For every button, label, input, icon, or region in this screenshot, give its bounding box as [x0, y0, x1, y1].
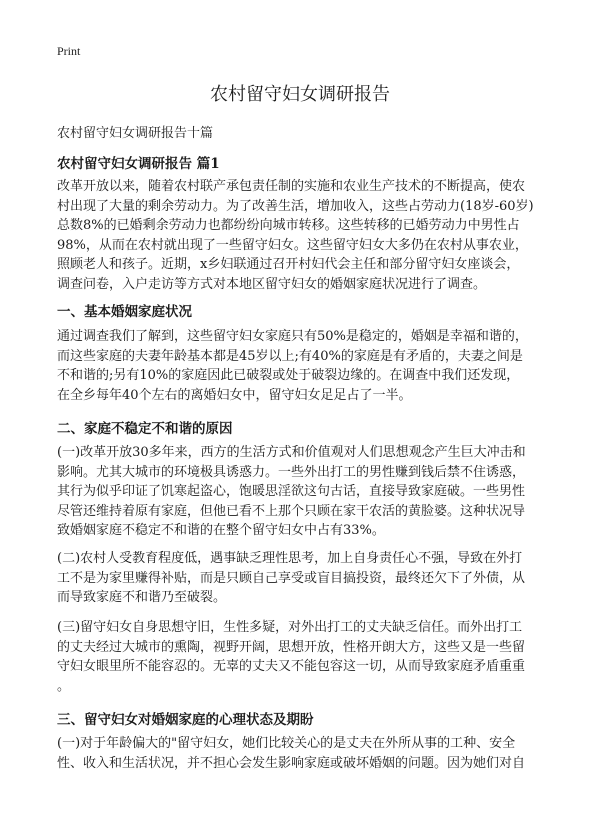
section-heading: 二、家庭不稳定不和谐的原因 [57, 421, 233, 437]
section2-paragraph-3 [57, 618, 547, 696]
paragraph-line: 其行为似乎印证了饥寒起盗心，饱暖思淫欲这句古话，直接导致家庭破。一些男性 [57, 484, 526, 499]
section-heading: 一、基本婚姻家庭状况 [57, 304, 192, 320]
paragraph-line: 不和谐的;另有10%的家庭因此已破裂或处于破裂边缘的。在调查中我们还发现， [57, 368, 520, 383]
paragraph-line: 致婚姻家庭不稳定不和谐的在整个留守妇女中占有33%。 [57, 523, 385, 538]
section2-paragraph-2 [57, 549, 547, 608]
paragraph-line: 调查问卷，入户走访等方式对本地区留守妇女的婚姻家庭状况进行了调查。 [57, 276, 487, 292]
paragraph-line: 守妇女眼里所不能容忍的。无辜的丈夫又不能包容这一切，从而导致家庭矛盾重重 [57, 659, 526, 674]
document-title: 农村留守妇女调研报告 [210, 84, 390, 105]
paragraph-line: (二)农村人受教育程度低，遇事缺乏理性思考，加上自身责任心不强，导致在外打 [57, 551, 523, 566]
paragraph-line: 村出现了大量的剩余劳动力。为了改善生活，增加收入，这些占劳动力(18岁-60岁) [57, 198, 534, 214]
paragraph-line: 。 [57, 678, 71, 694]
paragraph-line: 改革开放以来，随着农村联产承包责任制的实施和农业生产技术的不断提高，使农 [57, 179, 526, 194]
paragraph-line: 工不是为家里赚得补贴，而是只顾自己享受或盲目搞投资，最终还欠下了外债，从 [57, 570, 526, 586]
intro-paragraph [57, 177, 547, 294]
paragraph-line: 总数8%的已婚剩余劳动力也都纷纷向城市转移。这些转移的已婚劳动力中男性占 [57, 218, 520, 233]
article-heading: 农村留守妇女调研报告 篇1 [57, 156, 220, 172]
document-subtitle: 农村留守妇女调研报告十篇 [57, 126, 214, 141]
paragraph-line: 性、收入和生活状况，并不担心会发生影响家庭或破坏婚姻的问题。因为她们对自 [57, 755, 526, 771]
paragraph-line: 尽管还维持着原有家庭，但他已看不上那个只顾在家干农活的黄脸婆。这种状况导 [57, 503, 526, 519]
paragraph-line: (一)对于年龄偏大的"留守妇女，她们比较关心的是丈夫在外所从事的工种、安全 [57, 736, 516, 751]
paragraph-line: 而导致家庭不和谐乃至破裂。 [57, 590, 227, 605]
print-link[interactable]: Print [57, 44, 81, 58]
paragraph-line: 照顾老人和孩子。近期，x乡妇联通过召开村妇代会主任和部分留守妇女座谈会， [57, 257, 520, 272]
paragraph-line: 影响。尤其大城市的环境极具诱惑力。一些外出打工的男性赚到钱后禁不住诱惑， [57, 464, 526, 480]
paragraph-line: 而这些家庭的夫妻年龄基本都是45岁以上;有40%的家庭是有矛盾的，夫妻之间是 [57, 348, 523, 364]
paragraph-line: 在全乡每年40个左右的离婚妇女中，留守妇女足足占了一半。 [57, 387, 412, 403]
section1-paragraph [57, 327, 547, 405]
paragraph-line: 98%，从而在农村就出现了一些留守妇女。这些留守妇女大多仍在农村从事农业， [57, 237, 528, 253]
section-heading: 三、留守妇女对婚姻家庭的心理状态及期盼 [57, 712, 314, 728]
section3-paragraph-1 [57, 734, 547, 773]
paragraph-line: (三)留守妇女自身思想守旧，生性多疑，对外出打工的丈夫缺乏信任。而外出打工 [57, 620, 523, 635]
paragraph-line: 通过调查我们了解到，这些留守妇女家庭只有50%是稳定的，婚姻是幸福和谐的， [57, 329, 528, 344]
paragraph-line: 的丈夫经过大城市的熏陶，视野开阔，思想开放，性格开朗大方，这些又是一些留 [57, 639, 526, 655]
paragraph-line: (一)改革开放30多年来，西方的生活方式和价值观对人们思想观念产生巨大冲击和 [57, 445, 526, 460]
section2-paragraph-1 [57, 443, 547, 541]
